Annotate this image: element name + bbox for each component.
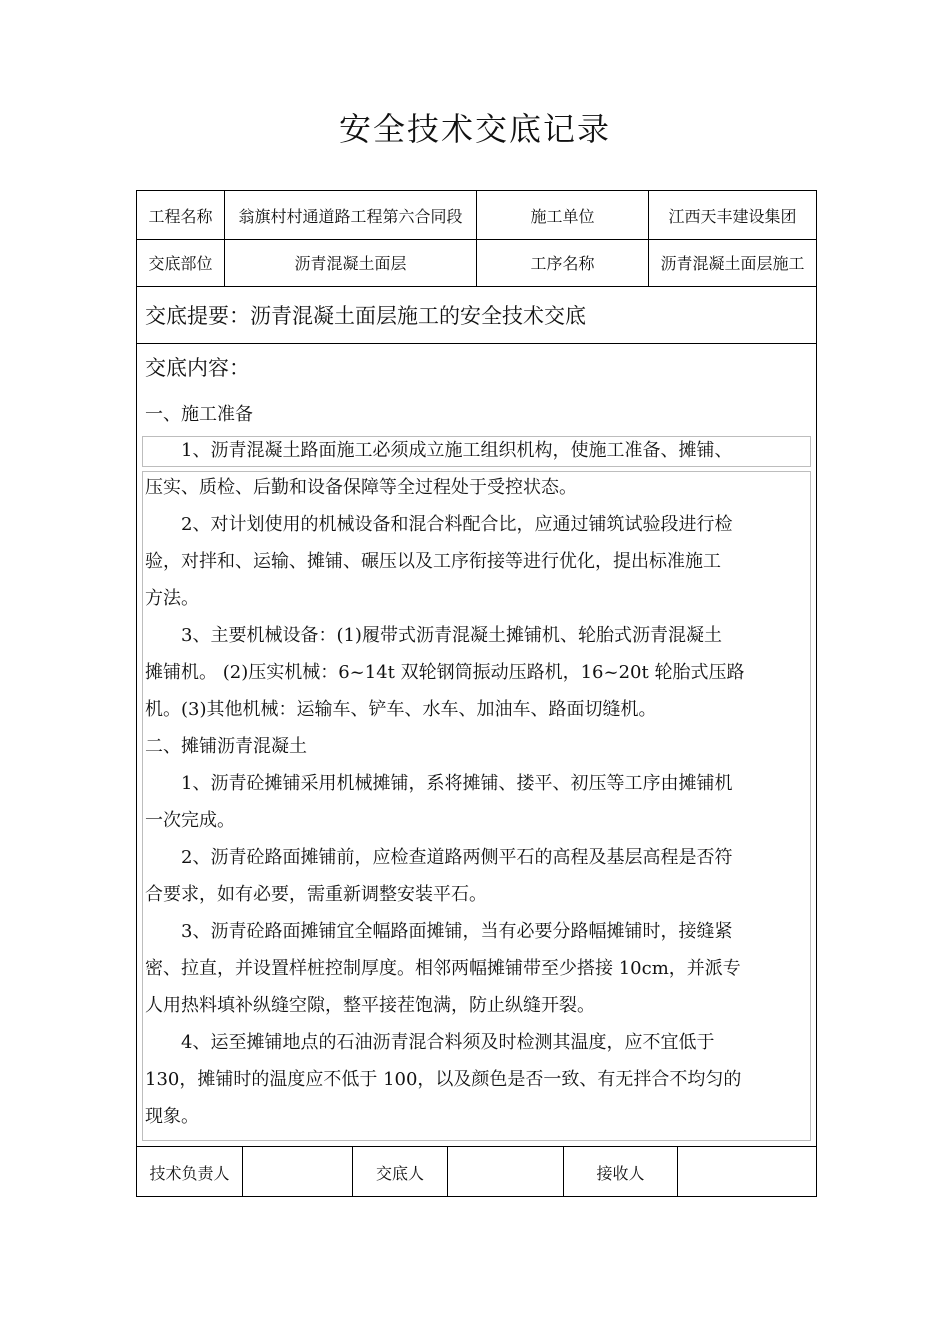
receiver-signature[interactable] xyxy=(677,1147,816,1197)
paragraph-line: 合要求，如有必要，需重新调整安装平石。 xyxy=(145,884,487,905)
process-name-label: 工序名称 xyxy=(476,239,648,286)
paragraph-line: 压实、质检、后勤和设备保障等全过程处于受控状态。 xyxy=(145,477,577,498)
paragraph-line: 2、沥青砼路面摊铺前，应检查道路两侧平石的高程及基层高程是否符 xyxy=(181,847,733,868)
disclosure-summary: 交底提要：沥青混凝土面层施工的安全技术交底 xyxy=(137,286,816,344)
paragraph-line: 密、拉直，并设置样桩控制厚度。相邻两幅摊铺带至少搭接 10cm，并派专 xyxy=(145,958,741,979)
paragraph-line: 一次完成。 xyxy=(145,810,235,831)
disclosure-part-value: 沥青混凝土面层 xyxy=(224,239,476,286)
paragraph-line: 方法。 xyxy=(145,588,199,609)
paragraph-line: 3、沥青砼路面摊铺宜全幅路面摊铺，当有必要分路幅摊铺时，接缝紧 xyxy=(181,921,733,942)
paragraph-line: 3、主要机械设备：(1)履带式沥青混凝土摊铺机、轮胎式沥青混凝土 xyxy=(181,625,722,646)
receiver-label: 接收人 xyxy=(563,1147,677,1197)
paragraph-line: 摊铺机。 (2)压实机械：6~14t 双轮钢筒振动压路机，16~20t 轮胎式压路 xyxy=(145,662,745,683)
discloser-label: 交底人 xyxy=(352,1147,447,1197)
paragraph-line: 4、运至摊铺地点的石油沥青混合料须及时检测其温度，应不宜低于 xyxy=(181,1032,715,1053)
tech-lead-label: 技术负责人 xyxy=(149,1163,230,1183)
paragraph-line: 验，对拌和、运输、摊铺、碾压以及工序衔接等进行优化，提出标准施工 xyxy=(145,551,721,572)
disclosure-table xyxy=(136,190,817,1197)
contractor-value: 江西天丰建设集团 xyxy=(648,191,816,239)
signature-row xyxy=(137,1146,816,1197)
paragraph-line: 2、对计划使用的机械设备和混合料配合比，应通过铺筑试验段进行检 xyxy=(181,514,733,535)
document-title: 安全技术交底记录 xyxy=(338,110,611,148)
content-label: 交底内容： xyxy=(145,356,250,380)
header-row-2 xyxy=(137,239,816,287)
contractor-label: 施工单位 xyxy=(476,191,648,239)
tech-lead-signature[interactable] xyxy=(242,1147,352,1197)
paragraph-line: 机。(3)其他机械：运输车、铲车、水车、加油车、路面切缝机。 xyxy=(145,699,657,720)
paragraph-line: 现象。 xyxy=(145,1106,199,1127)
discloser-signature[interactable] xyxy=(447,1147,563,1197)
project-name-label: 工程名称 xyxy=(148,206,213,226)
paragraph-line: 130，摊铺时的温度应不低于 100，以及颜色是否一致、有无拌合不均匀的 xyxy=(145,1069,742,1090)
paragraph-line: 1、沥青砼摊铺采用机械摊铺，系将摊铺、搂平、初压等工序由摊铺机 xyxy=(181,773,733,794)
section-heading: 一、施工准备 xyxy=(145,404,253,425)
disclosure-content xyxy=(137,344,816,1146)
section-heading: 二、摊铺沥青混凝土 xyxy=(145,736,307,757)
disclosure-part-label: 交底部位 xyxy=(148,254,213,273)
process-name-value: 沥青混凝土面层施工 xyxy=(648,239,816,286)
paragraph-line: 1、沥青混凝土路面施工必须成立施工组织机构，使施工准备、摊铺、 xyxy=(181,440,733,461)
project-name-value: 翁旗村村通道路工程第六合同段 xyxy=(224,191,476,239)
paragraph-line: 人用热料填补纵缝空隙，整平接茬饱满，防止纵缝开裂。 xyxy=(145,995,595,1016)
header-row-1 xyxy=(137,191,816,240)
